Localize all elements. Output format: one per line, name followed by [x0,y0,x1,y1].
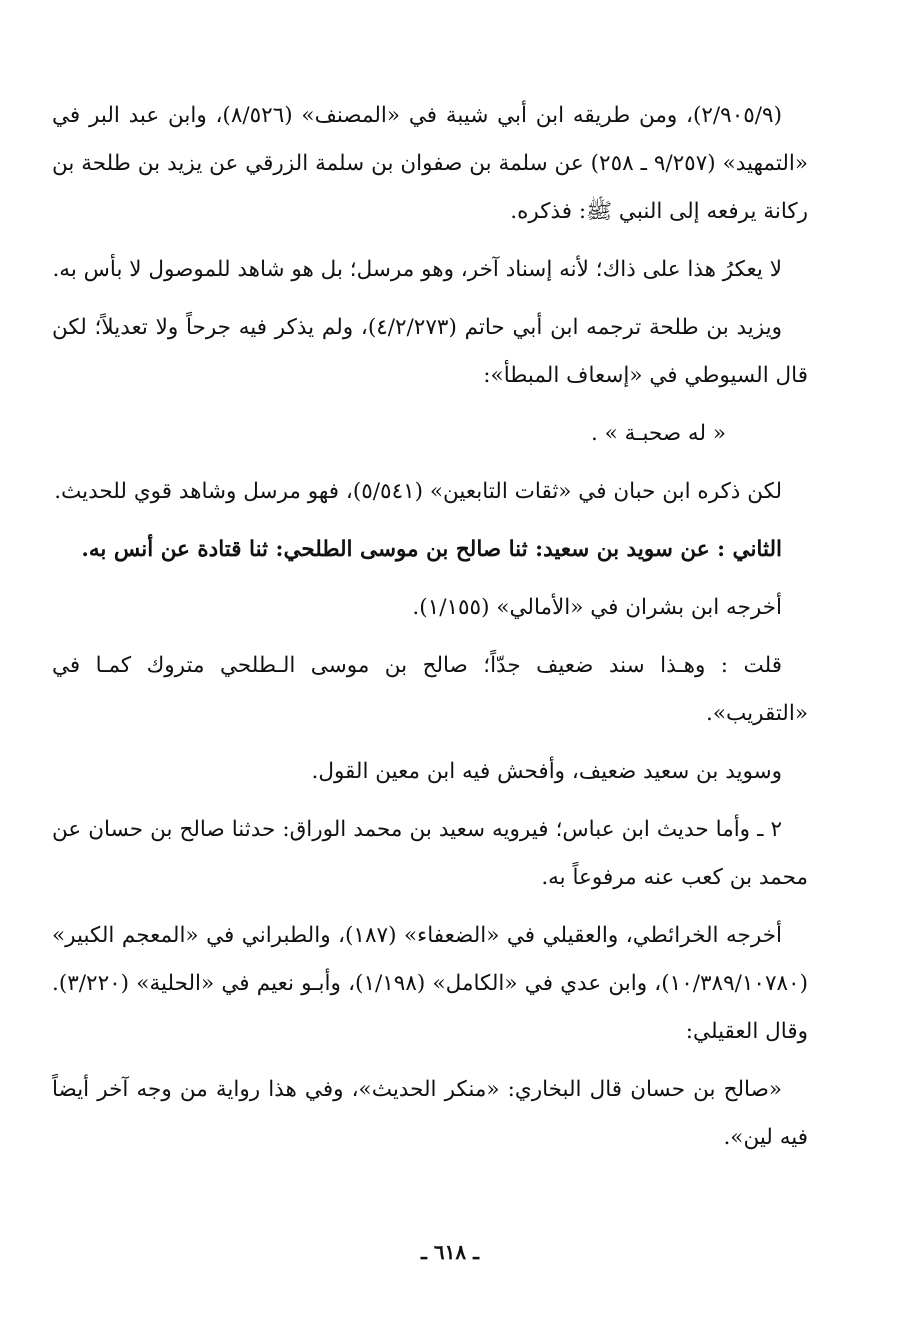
paragraph-7: أخرجه ابن بشران في «الأمالي» (١/١٥٥). [412,595,782,620]
document-page [52,92,808,1172]
paragraph-2: لا يعكرُ هذا على ذاك؛ لأنه إسناد آخر، وهو مرسل؛ بل هو شاهد للموصول لا بأس به. [52,257,782,282]
page-number: ـ ٦١٨ ـ [421,1240,479,1264]
paragraph-11: أخرجه الخرائطي، والعقيلي في «الضعفاء» (١٨٧)، والطبراني في «المعجم الكبير» (١٠/٣٨٩/١٠٧٨٠)، وابن عدي في «الكامل» (١/١٩٨)، وأبـو نعيم في «الحلية» (٣/٢٢٠). وقال العقيلي: [52,923,808,1044]
paragraph-12: «صالح بن حسان قال البخاري: «منكر الحديث»، وفي هذا رواية من وجه آخر أيضاً فيه لين». [52,1077,808,1150]
paragraph-6: الثاني : عن سويد بن سعيد: ثنا صالح بن موسى الطلحي: ثنا قتادة عن أنس به. [81,537,782,562]
paragraph-10: ٢ ـ وأما حديث ابن عباس؛ فيرويه سعيد بن محمد الوراق: حدثنا صالح بن حسان عن محمد بن كعب عنه مرفوعاً به. [52,817,808,890]
paragraph-8: قلت : وهـذا سند ضعيف جدّاً؛ صالح بن موسى الـطلحي متروك كمـا في «التقريب». [52,653,808,726]
paragraph-5: لكن ذكره ابن حبان في «ثقات التابعين» (٥/٥٤١)، فهو مرسل وشاهد قوي للحديث. [54,479,782,504]
paragraph-4-quote: « له صحبـة » . [590,421,726,446]
paragraph-1: (٢/٩٠٥/٩)، ومن طريقه ابن أبي شيبة في «المصنف» (٨/٥٢٦)، وابن عبد البر في «التمهيد» (٩/٢٥٧ ـ ٢٥٨) عن سلمة بن صفوان بن سلمة الزرقي عن يزيد بن طلحة بن ركانة يرفعه إلى النبي ﷺ: فذكره. [52,103,809,224]
paragraph-3: ويزيد بن طلحة ترجمه ابن أبي حاتم (٤/٢/٢٧٣)، ولم يذكر فيه جرحاً ولا تعديلاً؛ لكن قال السيوطي في «إسعاف المبطأ»: [52,315,808,388]
paragraph-9: وسويد بن سعيد ضعيف، وأفحش فيه ابن معين القول. [311,759,782,784]
